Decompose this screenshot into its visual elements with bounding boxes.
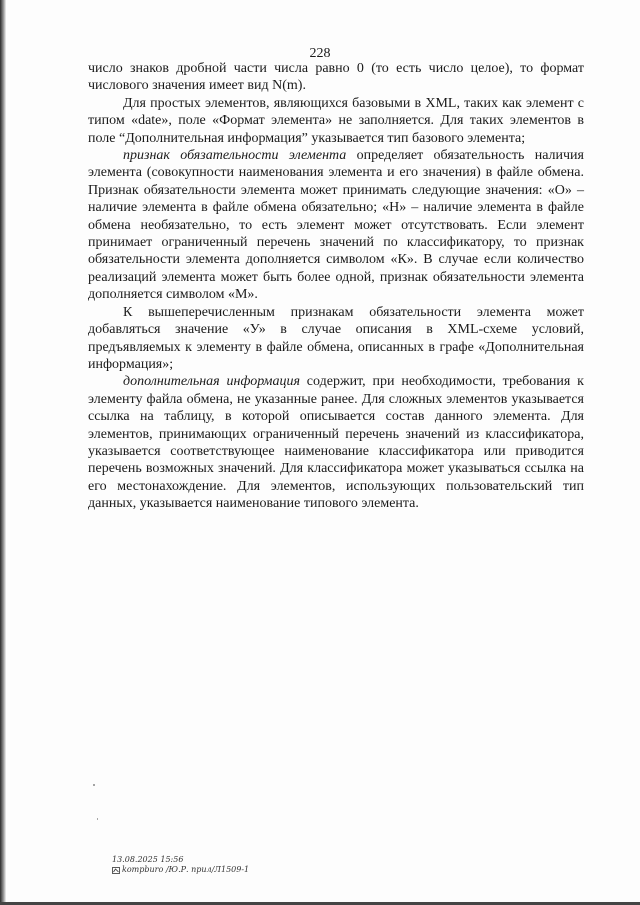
paragraph-3 xyxy=(88,147,584,304)
page-number: 228 xyxy=(309,46,331,61)
signature-stamp-icon xyxy=(112,867,120,874)
paragraph-3-text: определяет обязательность наличия элемента (совокупности наименования элемента и его значения) в файле обмена. Признак обязательности элемента может принимать следующие значения: «О» – наличие элемента в файле обмена обязательно; «Н» – наличие элемента в файле обмена необязательно, то есть элемент может отсутствовать. Если элемент принимает ограниченный перечень значений по классификатору, то признак обязательности элемента дополняется символом «К». В случае если количество реализаций элемента может быть более одной, признак обязательности элемента дополняется символом «М». xyxy=(88,148,584,303)
term-mandatory-sign: признак обязательности элемента xyxy=(123,148,347,164)
footer-signature-row xyxy=(112,865,249,875)
paragraph-1: число знаков дробной части числа равно 0 (то есть число целое), то формат числового значения имеет вид N(m). xyxy=(88,61,584,94)
scan-speck xyxy=(97,818,98,820)
scan-shadow-left xyxy=(0,0,6,905)
term-additional-info: дополнительная информация xyxy=(123,374,300,390)
footer-timestamp: 13.08.2025 15:56 xyxy=(112,855,184,864)
footer-signature: kompburo /Ю.Р. прил/Л1509-1 xyxy=(122,865,250,874)
paragraph-4: К вышеперечисленным признакам обязательности элемента может добавляться значение «У» в случае описания в XML-схеме условий, предъявляемых к элементу в файле обмена, описанных в графе «Дополнительная информация»; xyxy=(88,304,584,372)
document-body xyxy=(88,60,584,513)
paragraph-5-text: содержит, при необходимости, требования к элементу файла обмена, не указанные ранее. Для сложных элементов указывается ссылка на таблицу, в которой описывается состав данного элемента. Для элементов, принимающих ограниченный перечень значений из классификатора, указывается соответствующее наименование классификатора или приводится перечень возможных значений. Для классификатора может указываться ссылка на его местонахождение. Для элементов, использующих пользовательский тип данных, указывается наименование типового элемента. xyxy=(88,374,584,512)
scan-speck xyxy=(93,784,95,786)
page-footer xyxy=(112,855,249,875)
paragraph-2: Для простых элементов, являющихся базовыми в XML, таких как элемент с типом «date», поле «Формат элемента» не заполняется. Для таких элементов в поле “Дополнительная информация” указывается тип базового элемента; xyxy=(88,95,584,146)
paragraph-5 xyxy=(88,373,584,512)
